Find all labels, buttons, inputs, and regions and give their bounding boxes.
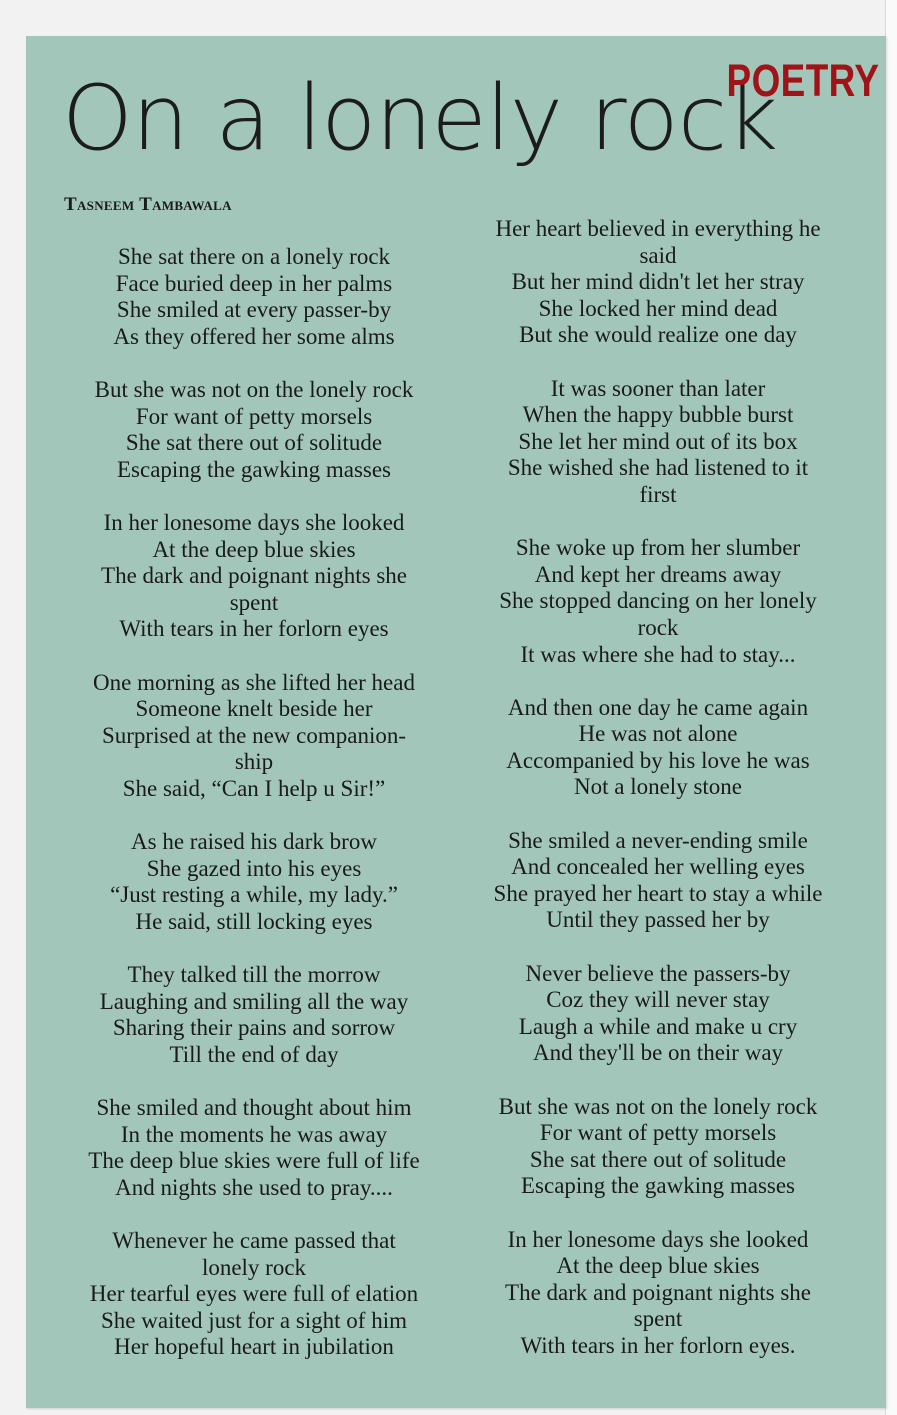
poem-line: And kept her dreams away	[534, 561, 782, 587]
poem-line: He said, still locking eyes	[135, 908, 373, 934]
poem-line: The deep blue skies were full of life	[88, 1148, 420, 1174]
poem-line: Not a lonely stone	[574, 774, 742, 800]
poem-line: Her hopeful heart in jubilation	[114, 1334, 394, 1360]
poem-line: At the deep blue skies	[152, 536, 356, 562]
poem-line: He was not alone	[578, 721, 738, 747]
poem-line: Someone knelt beside her	[135, 696, 373, 722]
poem-line: She smiled a never-ending smile	[508, 827, 808, 853]
poem-line: rock	[637, 614, 679, 640]
stanza	[468, 1094, 848, 1200]
poem-line: lonely rock	[201, 1254, 307, 1280]
stanza	[64, 510, 444, 643]
stanza	[468, 695, 848, 801]
poem-line: Escaping the gawking masses	[520, 1173, 796, 1199]
poem-line: But her mind didn't let her stray	[511, 269, 805, 295]
poem-line: Sharing their pains and sorrow	[112, 1015, 396, 1041]
poem-line: said	[639, 242, 677, 268]
poem-line: In her lonesome days she looked	[507, 1226, 809, 1252]
poem-line: She locked her mind dead	[538, 295, 778, 321]
stanza	[64, 1095, 444, 1201]
poem-line: And they'll be on their way	[532, 1040, 784, 1066]
poem-line: In her lonesome days she looked	[103, 509, 405, 535]
poem-line: She sat there out of solitude	[125, 430, 383, 456]
poem-line: She wished she had listened to it	[507, 455, 809, 481]
poem-line: In the moments he was away	[120, 1121, 388, 1147]
stanza	[64, 670, 444, 803]
poem-line: With tears in her forlorn eyes.	[520, 1332, 796, 1358]
stanza	[64, 377, 444, 483]
stanza	[64, 244, 444, 350]
poem-line: She waited just for a sight of him	[101, 1307, 407, 1333]
poem-line: Whenever he came passed that	[112, 1227, 396, 1253]
poem-line: Laugh a while and make u cry	[518, 1013, 798, 1039]
stanza	[64, 1228, 444, 1361]
poem-line: Escaping the gawking masses	[116, 456, 392, 482]
stanza	[468, 828, 848, 934]
author-byline: Tasneem Tambawala	[64, 194, 232, 215]
poem-line: Never believe the passers-by	[525, 960, 791, 986]
poem-title: On a lonely rock	[62, 66, 778, 171]
stanza	[64, 829, 444, 935]
poem-line: And then one day he came again	[507, 694, 809, 720]
poem-line: She let her mind out of its box	[518, 428, 798, 454]
poem-line: Her tearful eyes were full of elation	[89, 1281, 419, 1307]
poem-line: It was sooner than later	[550, 375, 766, 401]
poem-line: Surprised at the new companion-	[101, 722, 407, 748]
poem-line: spent	[229, 589, 279, 615]
poem-line: But she was not on the lonely rock	[94, 376, 414, 402]
poem-line: She gazed into his eyes	[146, 855, 362, 881]
poem-line: She prayed her heart to stay a while	[493, 880, 823, 906]
poem-line: She smiled and thought about him	[96, 1095, 412, 1120]
poem-line: And nights she used to pray....	[115, 1174, 393, 1200]
page-edge	[885, 0, 897, 1415]
poem-line: And concealed her welling eyes	[511, 854, 805, 880]
poem-column-right	[468, 216, 848, 1386]
poem-line: It was where she had to stay...	[520, 641, 796, 667]
poem-line: For want of petty morsels	[135, 403, 373, 429]
poem-line: As he raised his dark brow	[131, 829, 377, 855]
poem-line: When the happy bubble burst	[522, 402, 794, 428]
poem-line: She woke up from her slumber	[515, 535, 801, 561]
stanza	[468, 376, 848, 509]
poem-line: Face buried deep in her palms	[115, 270, 393, 296]
poem-line: The dark and poignant nights she	[505, 1279, 811, 1305]
poem-line: She sat there on a lonely rock	[117, 244, 391, 269]
poem-line: “Just resting a while, my lady.”	[110, 882, 398, 908]
poem-line: Her heart believed in everything he	[495, 216, 821, 241]
poem-line: One morning as she lifted her head	[93, 669, 415, 695]
stanza	[64, 962, 444, 1068]
poem-line: For want of petty morsels	[539, 1120, 777, 1146]
poem-line: Accompanied by his love he was	[506, 747, 810, 773]
poem-line: But she would realize one day	[519, 322, 797, 348]
poem-line: They talked till the morrow	[127, 962, 381, 988]
poem-line: She stopped dancing on her lonely	[499, 588, 817, 614]
poem-line: Till the end of day	[169, 1041, 339, 1067]
poem-line: She smiled at every passer-by	[116, 297, 392, 323]
poem-line: As they offered her some alms	[113, 323, 395, 349]
stanza	[468, 1227, 848, 1360]
poem-line: Laughing and smiling all the way	[99, 988, 409, 1014]
stanza	[468, 961, 848, 1067]
poem-line: She said, “Can I help u Sir!”	[122, 775, 386, 801]
poem-line: With tears in her forlorn eyes	[119, 616, 389, 642]
poem-line: Until they passed her by	[546, 907, 770, 933]
poem-line: But she was not on the lonely rock	[498, 1093, 818, 1119]
poem-line: ship	[234, 749, 274, 775]
poem-line: The dark and poignant nights she	[101, 563, 407, 589]
poem-line: At the deep blue skies	[556, 1253, 760, 1279]
poem-line: Coz they will never stay	[546, 987, 770, 1013]
section-label: POETRY	[726, 55, 879, 106]
stanza	[468, 216, 848, 349]
poem-column-left	[64, 244, 444, 1388]
poem-line: first	[639, 481, 677, 507]
poem-line: She sat there out of solitude	[529, 1146, 787, 1172]
stanza	[468, 535, 848, 668]
poem-line: spent	[633, 1306, 683, 1332]
